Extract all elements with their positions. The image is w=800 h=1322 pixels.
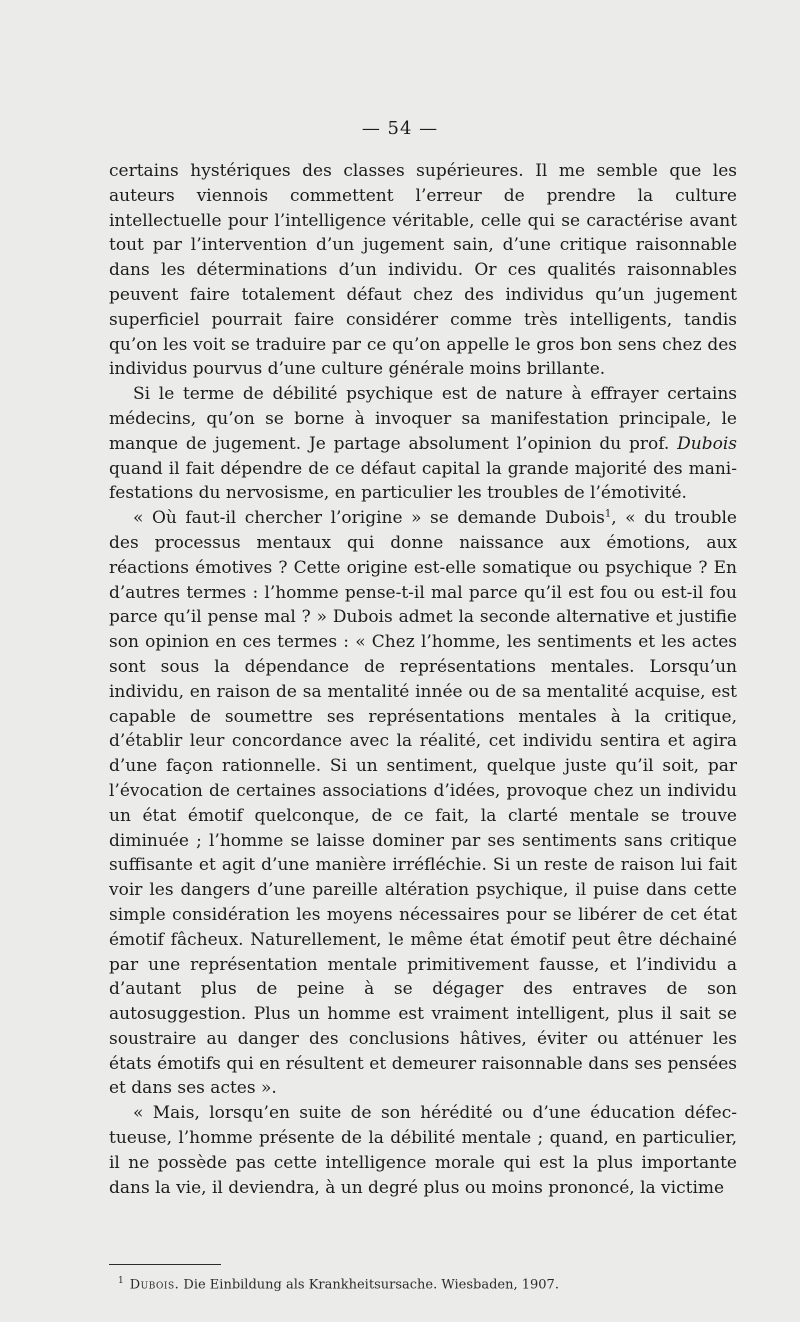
page-number: — 54 —	[361, 118, 439, 139]
footnote-marker: 1	[118, 1276, 124, 1286]
paragraph-1: certains hystériques des classes supérieures. Il me semble que les auteurs viennois commettent l’erreur de prendre la culture intellectuelle pour l’intelligence véritable, celle qui se caractérise avant tout par l’intervention d’un jugement sain, d’une critique raisonnable dans les déterminations d’un individu. Or ces qualités raisonnables peuvent faire totalement défaut chez des individus qu’un jugement superficiel pourrait faire considérer comme très intelligents, tandis qu’on les voit se traduire par ce qu’on appelle le gros bon sens chez des individus pourvus d’une culture générale moins brillante.	[109, 161, 737, 380]
paragraph-4: « Mais, lorsqu’en suite de son hérédité ou d’une éducation défectueuse, l’homme présente de la débilité mentale ; quand, en particulier, il ne possède pas cette intelligence morale qui est la plus importante dans la vie, il deviendra, à un degré plus ou moins prononcé, la victime	[109, 1103, 737, 1198]
footnote	[118, 1273, 718, 1293]
paragraph-2-text-after: quand il fait dépendre de ce défaut capital la grande majorité des manifestations du nervosisme, en particulier les troubles de l’émotivité.	[109, 458, 737, 504]
footnote-text: Die Einbildung als Krankheitsursache. Wiesbaden, 1907.	[179, 1277, 559, 1293]
paragraph-2	[109, 382, 737, 506]
footnote-author: Dubois.	[129, 1277, 180, 1293]
footnote-reference: 1	[604, 508, 612, 520]
body-text	[109, 159, 737, 1200]
paragraph-3-text-before: « Où faut-il chercher l’origine » se demande Dubois	[133, 508, 605, 529]
paragraph-3-text-after: , « du trouble des processus mentaux qui donne naissance aux émotions, aux réactions émotives ? Cette origine est-elle somatique ou psychique ? En d’autres termes : l’homme pense-t-il mal parce qu’il est fou ou est-il fou parce qu’il pense mal ? » Dubois admet la seconde alternative et justifie son opinion en ces termes : « Chez l’homme, les sentiments et les actes sont sous la dépendance de représentations mentales. Lorsqu’un individu, en raison de sa mentalité innée ou de sa mentalité acquise, est capable de soumettre ses représentations mentales à la critique, d’établir leur concordance avec la réalité, cet individu sentira et agira d’une façon rationnelle. Si un sentiment, quelque juste qu’il soit, par l’évocation de certaines associations d’idées, provoque chez un individu un état émotif quelconque, de ce fait, la clarté mentale se trouve diminuée ; l’homme se laisse dominer par ses sentiments sans critique suffisante et agit d’une manière irréfléchie. Si un reste de raison lui fait voir les dangers d’une pareille altération psychique, il puise dans cette simple considération les moyens nécessaires pour se libérer de cet état émotif fâcheux. Naturellement, le même état émotif peut être déchainé par une représentation mentale primitivement fausse, et l’individu a d’autant plus de peine à se dégager des entraves de son autosuggestion. Plus un homme est vraiment intelligent, plus il sait se soustraire au danger des conclusions hâtives, éviter ou atténuer les états émotifs qui en résultent et demeurer raisonnable dans ses pensées et dans ses actes ».	[109, 508, 737, 1099]
author-name-emphasis: Dubois	[677, 433, 737, 454]
paragraph-2-text-before: Si le terme de débilité psychique est de nature à effrayer certains médecins, qu’on se borne à invoquer sa manifestation principale, le manque de jugement. Je partage absolument l’opinion du prof.	[109, 384, 737, 454]
paragraph-3	[109, 506, 737, 1101]
footnote-divider	[109, 1264, 221, 1265]
